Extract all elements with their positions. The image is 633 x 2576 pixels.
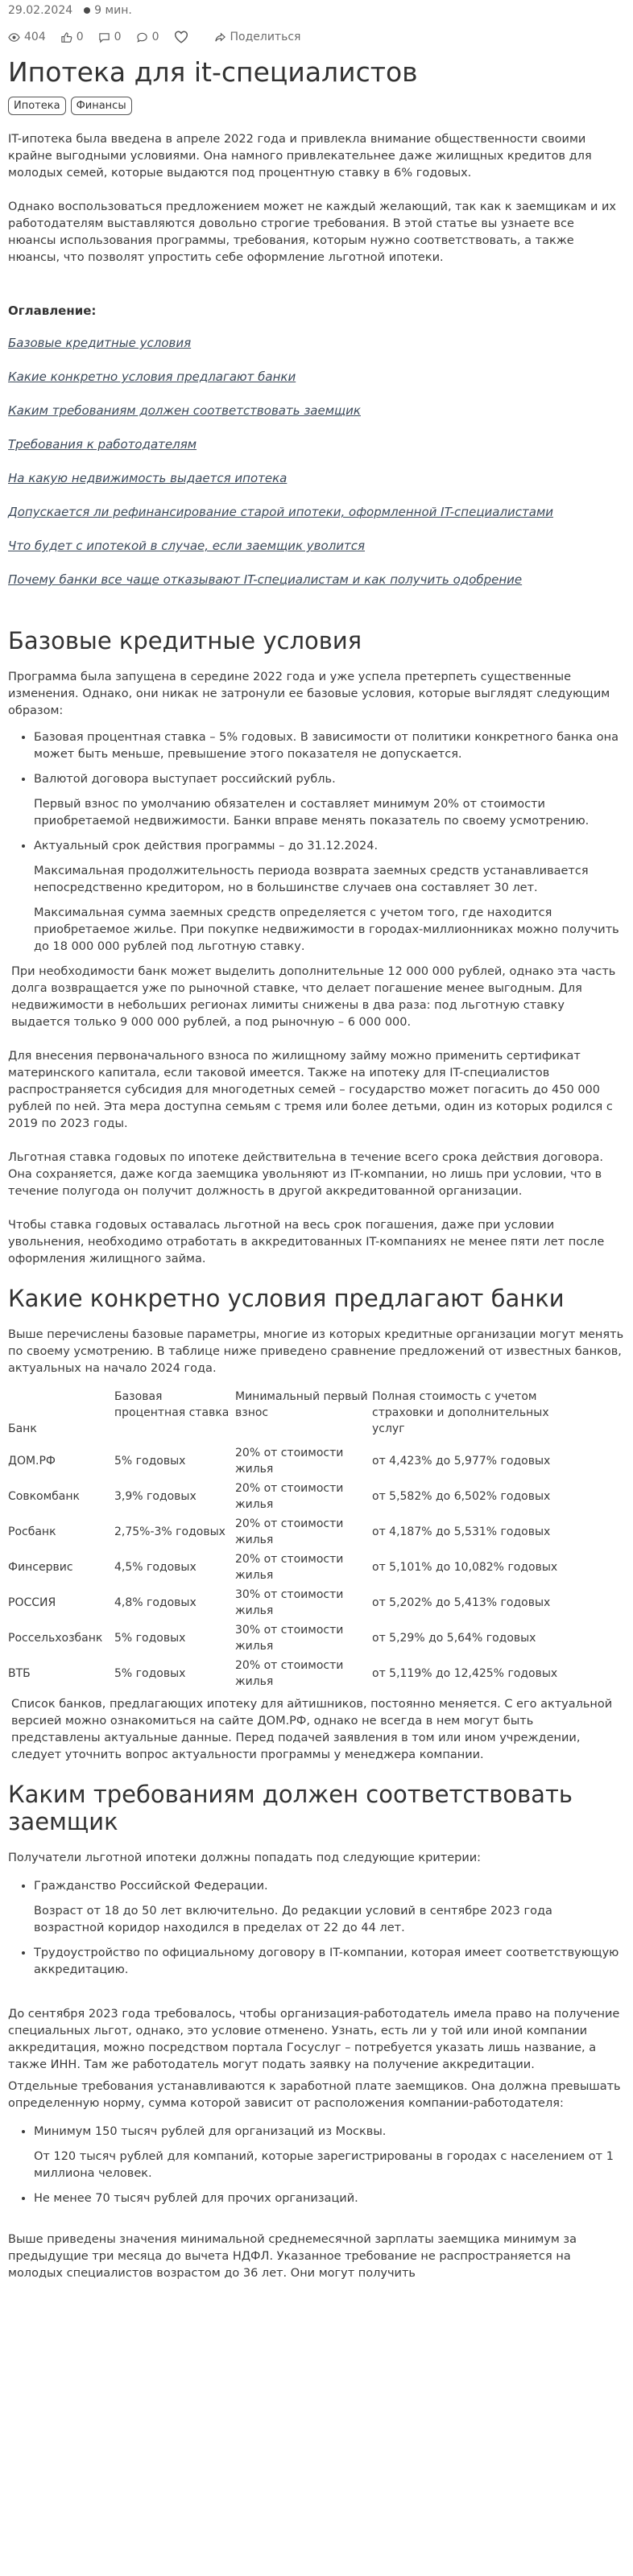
banks-table — [8, 1389, 581, 1691]
table-cell: 20% от стоимости жилья — [235, 1553, 344, 1582]
comments-stat[interactable] — [98, 31, 122, 43]
requirements-list — [8, 1878, 625, 1979]
tag-finance[interactable]: Финансы — [71, 97, 132, 115]
table-row — [8, 1620, 581, 1656]
column-header: Полная стоимость с учетом страховки и дополнительных услуг — [372, 1390, 549, 1435]
read-time-label: 9 мин. — [94, 4, 132, 17]
section-paragraph: До сентября 2023 года требовалось, чтобы организация-работодатель имела право на получение специальных льгот, однако, это условие отменено. Узнать, есть ли у той или иной компании аккредитация, можно посредством портала Госуслуг – потребуется указать лишь название, а также ИНН. Там же работодатель могут подать заявку на получение аккредитации. — [8, 2008, 620, 2071]
table-cell: 4,8% годовых — [114, 1596, 197, 1609]
intro-paragraph: Однако воспользоваться предложением может не каждый желающий, так как к заемщикам и их работодателям выставляются довольно строгие требования. В этой статье вы узнаете все нюансы использования программы, требования, которым нужно соответствовать, а также нюансы, что позволят упростить себе оформление льготной ипотеки. — [8, 200, 617, 264]
table-cell: 20% от стоимости жилья — [235, 1482, 344, 1511]
section-heading: Каким требованиям должен соответствовать заемщик — [8, 1781, 573, 1835]
thumbs-up-icon — [60, 31, 72, 43]
table-cell: 20% от стоимости жилья — [235, 1517, 344, 1546]
tag-list — [8, 97, 625, 115]
share-button[interactable] — [214, 31, 301, 43]
clock-icon — [84, 7, 90, 14]
table-cell: от 5,119% до 12,425% годовых — [372, 1667, 558, 1680]
conditions-list — [8, 729, 625, 956]
share-icon — [214, 31, 226, 43]
table-row — [8, 1443, 581, 1479]
list-item: От 120 тысяч рублей для компаний, которые зарегистрированы в городах с населением от 1 миллиона человек. — [34, 2150, 614, 2180]
toc-link[interactable]: Почему банки все чаще отказывают IT-специалистам и как получить одобрение — [8, 572, 523, 587]
intro-paragraph: IT-ипотека была введена в апреле 2022 года и привлекла внимание общественности своими крайне выгодными условиями. Она намного привлекательнее даже жилищных кредитов для молодых семей, которые выдаются под процентную ставку в 6% годовых. — [8, 133, 592, 180]
table-row — [8, 1479, 581, 1514]
table-cell: ДОМ.РФ — [8, 1455, 56, 1468]
likes-count: 0 — [76, 31, 84, 43]
likes-stat[interactable] — [60, 31, 84, 43]
table-cell: 30% от стоимости жилья — [235, 1624, 344, 1653]
table-cell: от 5,29% до 5,64% годовых — [372, 1632, 536, 1645]
read-time — [84, 4, 132, 17]
eye-icon — [8, 31, 20, 43]
column-header: Базовая процентная ставка — [114, 1390, 230, 1419]
comments-count: 0 — [114, 31, 122, 43]
table-cell: от 4,187% до 5,531% годовых — [372, 1525, 551, 1538]
toc-link[interactable]: Допускается ли рефинансирование старой ипотеки, оформленной IT-специалистами — [8, 505, 554, 519]
table-of-contents — [8, 335, 625, 588]
comment-icon — [98, 31, 110, 43]
section-paragraph: Отдельные требования устанавливаются к заработной плате заемщиков. Она должна превышать определенную норму, сумма которой зависит от расположения компании-работодателя: — [8, 2080, 621, 2110]
toc-link[interactable]: Какие конкретно условия предлагают банки — [8, 369, 296, 384]
toc-link[interactable]: Требования к работодателям — [8, 437, 197, 452]
table-row — [8, 1514, 581, 1550]
toc-link[interactable]: Что будет с ипотекой в случае, если заемщик уволится — [8, 539, 366, 553]
saved-count: 0 — [151, 31, 159, 43]
list-item: • Не менее 70 тысяч рублей для прочих организаций. — [34, 2190, 625, 2207]
list-item: Максимальная продолжительность периода возврата заемных средств устанавливается непосредственно кредитором, но в большинстве случаев она составляет 30 лет. — [34, 865, 589, 894]
section-heading: Базовые кредитные условия — [8, 627, 362, 654]
table-cell: 5% годовых — [114, 1667, 186, 1680]
list-item: • Валютой договора выступает российский рубль. — [34, 771, 625, 788]
toc-link[interactable]: Каким требованиям должен соответствовать заемщик — [8, 403, 361, 418]
column-header: Банк — [8, 1422, 37, 1435]
list-item: • Трудоустройство по официальному договору в IT-компании, которая имеет соответствующую аккредитацию. — [34, 1945, 625, 1979]
list-item: Возраст от 18 до 50 лет включительно. До редакции условий в сентябре 2023 года возрастной коридор находился в пределах от 22 до 44 лет. — [34, 1905, 552, 1934]
list-item: Первый взнос по умолчанию обязателен и составляет минимум 20% от стоимости приобретаемой недвижимости. Банки вправе менять показатель по своему усмотрению. — [34, 798, 590, 828]
table-row — [8, 1585, 581, 1620]
table-cell: от 4,423% до 5,977% годовых — [372, 1455, 551, 1468]
section-paragraph: Чтобы ставка годовых оставалась льготной на весь срок погашения, даже при условии увольнения, необходимо отработать в аккредитованных IT-компаниях не менее пяти лет после оформления жилищного займа. — [8, 1219, 605, 1265]
table-cell: 3,9% годовых — [114, 1490, 197, 1503]
section-paragraph: При необходимости банк может выделить дополнительные 12 000 000 рублей, однако эта часть долга возвращается уже по рыночной ставке, что делает погашение менее выгодным. Для недвижимости в небольших регионах лимиты снижены в два раза: под льготную ставку выдается только 9 000 000 рублей, а под рыночную – 6 000 000. — [11, 965, 616, 1029]
toc-link[interactable]: На какую недвижимость выдается ипотека — [8, 471, 288, 485]
table-cell: 4,5% годовых — [114, 1561, 197, 1574]
list-item: • Гражданство Российской Федерации. — [34, 1878, 625, 1895]
table-cell: Финсервис — [8, 1561, 73, 1574]
table-cell: ВТБ — [8, 1667, 31, 1680]
section-paragraph: Список банков, предлагающих ипотеку для айтишников, постоянно меняется. С его актуальной версией можно ознакомиться на сайте ДОМ.РФ, однако не всегда в нем могут быть представлены актуальные данные. Перед подачей заявления в том или ином учреждении, следует уточнить вопрос актуальности программы у менеджера компании. — [11, 1698, 613, 1761]
section-paragraph: Льготная ставка годовых по ипотеке действительна в течение всего срока действия договора. Она сохраняется, даже когда заемщика увольняют из IT-компании, но лишь при условии, что в течение полугода он получит должность в другой аккредитованной организации. — [8, 1151, 603, 1198]
table-row — [8, 1656, 581, 1691]
bubble-icon — [136, 31, 148, 43]
list-item: • Базовая процентная ставка – 5% годовых. В зависимости от политики конкретного банка она может быть меньше, превышение этого показателя не допускается. — [34, 729, 625, 763]
article-stats — [8, 27, 625, 47]
section-paragraph: Получатели льготной ипотеки должны попадать под следующие критерии: — [8, 1852, 482, 1864]
list-item: Максимальная сумма заемных средств определяется с учетом того, где находится приобретаемое жилье. При покупке недвижимости в городах-миллионниках можно получить до 18 000 000 рублей под льготную ставку. — [34, 906, 619, 953]
share-label: Поделиться — [230, 31, 301, 43]
table-cell: Россельхозбанк — [8, 1632, 103, 1645]
article-meta — [8, 0, 625, 19]
section-heading: Какие конкретно условия предлагают банки — [8, 1285, 565, 1312]
table-header-row — [8, 1389, 581, 1443]
section-paragraph: Программа была запущена в середине 2022 года и уже успела претерпеть существенные изменения. Однако, они никак не затронули ее базовые условия, которые выглядят следующим образом: — [8, 671, 610, 717]
table-cell: от 5,582% до 6,502% годовых — [372, 1490, 551, 1503]
favorite-button[interactable] — [174, 30, 188, 44]
table-cell: от 5,101% до 10,082% годовых — [372, 1561, 558, 1574]
table-cell: 20% от стоимости жилья — [235, 1659, 344, 1688]
toc-title: Оглавление: — [8, 303, 97, 318]
table-cell: 5% годовых — [114, 1455, 186, 1468]
list-item: • Минимум 150 тысяч рублей для организаций из Москвы. — [34, 2124, 625, 2140]
tag-mortgage[interactable]: Ипотека — [8, 97, 66, 115]
list-item: • Актуальный срок действия программы – до 31.12.2024. — [34, 838, 625, 855]
salary-list — [8, 2124, 625, 2207]
table-cell: 2,75%-3% годовых — [114, 1525, 225, 1538]
table-cell: 5% годовых — [114, 1632, 186, 1645]
table-cell: Совкомбанк — [8, 1490, 80, 1503]
publish-date: 29.02.2024 — [8, 4, 73, 17]
table-cell: 20% от стоимости жилья — [235, 1447, 344, 1476]
section-paragraph: Для внесения первоначального взноса по жилищному займу можно применить сертификат материнского капитала, если таковой имеется. Также на ипотеку для IT-специалистов распространяется субсидия для многодетных семей – государство может погасить до 450 000 рублей по ней. Эта мера доступна семьям с тремя или более детьми, один из которых родился с 2019 по 2023 годы. — [8, 1050, 613, 1130]
column-header: Минимальный первый взнос — [235, 1390, 368, 1419]
toc-link[interactable]: Базовые кредитные условия — [8, 336, 192, 350]
table-cell: 30% от стоимости жилья — [235, 1588, 344, 1617]
table-cell: от 5,202% до 5,413% годовых — [372, 1596, 551, 1609]
table-cell: Росбанк — [8, 1525, 56, 1538]
heart-icon — [174, 30, 188, 44]
article-title: Ипотека для it-специалистов — [8, 56, 418, 88]
saved-stat[interactable] — [136, 31, 159, 43]
table-cell: РОССИЯ — [8, 1596, 56, 1609]
section-paragraph: Выше перечислены базовые параметры, многие из которых кредитные организации могут менять по своему усмотрению. В таблице ниже приведено сравнение предложений от известных банков, актуальных на начало 2024 года. — [8, 1328, 624, 1375]
section-paragraph: Выше приведены значения минимальной среднемесячной зарплаты заемщика минимум за предыдущие три месяца до вычета НДФЛ. Указанное требование не распространяется на молодых специалистов возрастом до 36 лет. Они могут получить — [8, 2233, 577, 2280]
views-stat — [8, 31, 46, 43]
table-row — [8, 1550, 581, 1585]
views-count: 404 — [24, 31, 46, 43]
